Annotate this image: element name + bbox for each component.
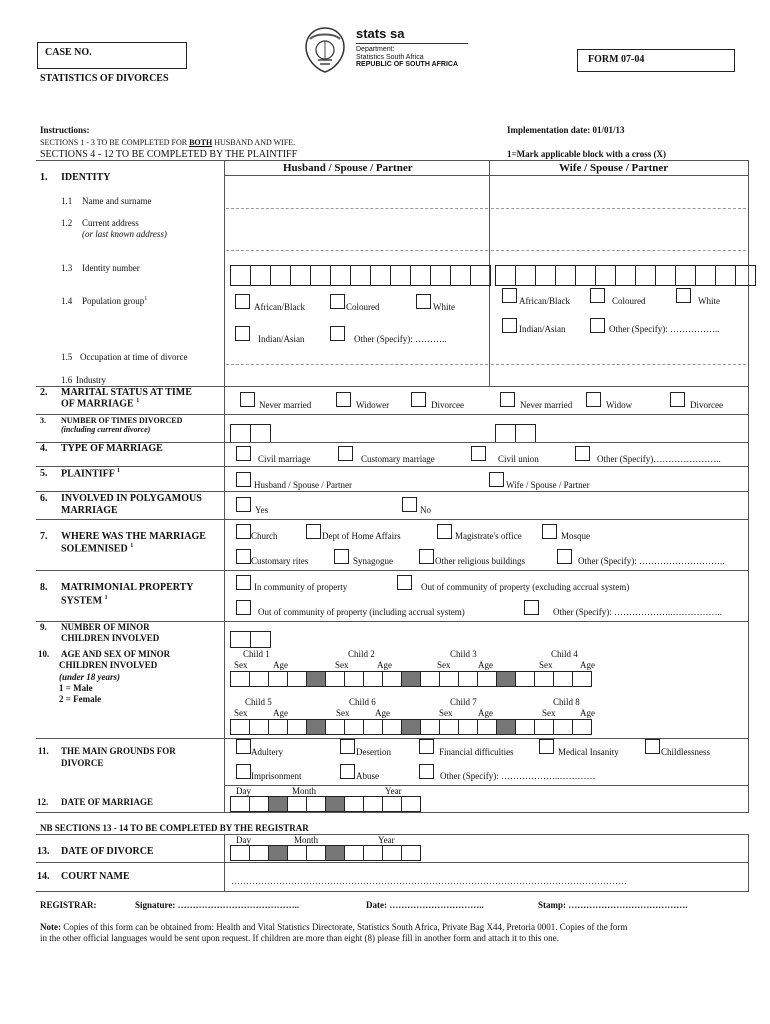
s2-label2 [61, 398, 139, 409]
logo-dept3: REPUBLIC OF SOUTH AFRICA [356, 61, 459, 68]
logo-dept2: Statistics South Africa [356, 54, 424, 61]
ground-insanity[interactable] [539, 739, 554, 754]
s8-num: 8. [40, 582, 48, 593]
s10-num: 10. [38, 649, 50, 659]
logo-dept1: Department: [356, 46, 395, 53]
poly-no-label: No [420, 505, 431, 515]
type-other[interactable] [575, 446, 590, 461]
ground-childless-label: Childlessness [661, 747, 711, 757]
sol-mosque[interactable] [542, 524, 557, 539]
ground-financial[interactable] [419, 739, 434, 754]
prop-out-excl-label: Out of community of property (excluding accrual system) [421, 582, 630, 592]
address-line-h[interactable] [226, 250, 488, 251]
divorced-times-w[interactable] [495, 424, 536, 443]
pop-african-h-label: African/Black [254, 302, 305, 312]
plaintiff-husband[interactable] [236, 472, 251, 487]
poly-no[interactable] [402, 497, 417, 512]
mark-rule: 1=Mark applicable block with a cross (X) [507, 149, 666, 159]
s13-month: Month [294, 835, 319, 845]
s10-male: 1 = Male [59, 683, 93, 693]
address-line-w[interactable] [491, 250, 746, 251]
pop-indian-h[interactable] [235, 326, 250, 341]
s12-label: DATE OF MARRIAGE [61, 797, 153, 807]
s1-5-num: 1.5 [61, 352, 73, 362]
s11-label1: THE MAIN GROUNDS FOR [61, 746, 176, 756]
pop-white-h[interactable] [416, 294, 431, 309]
pop-other-w-label: Other (Specify): …………….. [609, 324, 720, 334]
s6-label2: MARRIAGE [61, 505, 118, 516]
prop-out-excl[interactable] [397, 575, 412, 590]
s2-num: 2. [40, 387, 48, 398]
sol-mosque-label: Mosque [561, 531, 590, 541]
s10-female: 2 = Female [59, 694, 102, 704]
s1-1-label: Name and surname [82, 196, 152, 206]
s1-3-label: Identity number [82, 263, 140, 273]
s5-label [61, 468, 120, 479]
marital-never-w-label: Never married [520, 400, 573, 410]
type-customary-label: Customary marriage [361, 454, 435, 464]
s3-label1: NUMBER OF TIMES DIVORCED [61, 416, 183, 425]
type-civil[interactable] [236, 446, 251, 461]
rule-s3 [36, 414, 749, 415]
marital-widower-h[interactable] [336, 392, 351, 407]
registrar-signature[interactable]: Signature: ………………………………….. [135, 900, 300, 910]
s7-num: 7. [40, 531, 48, 542]
c7-age: Age [478, 708, 493, 718]
s1-2-sub: (or last known address) [82, 229, 167, 239]
marital-never-w[interactable] [500, 392, 515, 407]
logo-divider [356, 43, 468, 44]
ground-abuse[interactable] [340, 764, 355, 779]
note-text1: Copies of this form can be obtained from: Health and Vital Statistics Directorate, Statistics South Africa, Private Bag X44, Pretoria 0001. Copies of the form [61, 922, 628, 932]
sol-other[interactable] [557, 549, 572, 564]
child7-label: Child 7 [450, 697, 477, 707]
court-name-dots[interactable]: …………………………………………………………………………………………………………………… [231, 876, 627, 886]
s7-label2 [61, 543, 133, 554]
s7-sup: 1 [130, 543, 134, 549]
c6-sex: Sex [336, 708, 350, 718]
prop-out-incl[interactable] [236, 600, 251, 615]
rule-s11 [36, 738, 749, 739]
s1-4-sup: 1 [144, 296, 148, 302]
s10-sub: (under 18 years) [59, 672, 120, 682]
s1-4-num: 1.4 [61, 296, 73, 306]
s1-5-label: Occupation at time of divorce [80, 352, 188, 362]
husband-column-header: Husband / Spouse / Partner [283, 162, 413, 174]
ground-adultery[interactable] [236, 739, 251, 754]
marital-never-h-label: Never married [259, 400, 312, 410]
s5-num: 5. [40, 468, 48, 479]
marital-divorcee-w[interactable] [670, 392, 685, 407]
s5-label-text: PLAINTIFF [61, 468, 115, 480]
ground-desertion-label: Desertion [356, 747, 391, 757]
pop-coloured-w-label: Coloured [612, 296, 646, 306]
s1-2-label: Current address [82, 218, 139, 228]
coat-of-arms-icon [300, 25, 350, 75]
c1-sex: Sex [234, 660, 248, 670]
s13-year: Year [378, 835, 395, 845]
ground-other[interactable] [419, 764, 434, 779]
sol-synagogue-label: Synagogue [353, 556, 393, 566]
s4-label: TYPE OF MARRIAGE [61, 443, 163, 454]
note-line2: in the other official languages would be sent upon request. If children are more than eight (8) please fill in another form and attach it to this one. [40, 933, 559, 943]
c5-age: Age [273, 708, 288, 718]
sol-customary[interactable] [236, 549, 251, 564]
instr-both: BOTH [189, 138, 213, 147]
pop-indian-w-label: Indian/Asian [519, 324, 566, 334]
s12-month: Month [292, 786, 317, 796]
child3-label: Child 3 [450, 649, 477, 659]
pop-african-w[interactable] [502, 288, 517, 303]
ground-insanity-label: Medical Insanity [558, 747, 619, 757]
children-5-8-cells[interactable] [230, 719, 592, 735]
c2-age: Age [377, 660, 392, 670]
divorce-date-cells[interactable] [230, 845, 421, 861]
s11-num: 11. [38, 746, 49, 756]
minor-children-count[interactable] [230, 631, 271, 648]
rule-s6 [36, 491, 749, 492]
type-civil-union-label: Civil union [498, 454, 539, 464]
name-line-w[interactable] [491, 208, 746, 209]
s14-num: 14. [37, 871, 50, 882]
pop-african-w-label: African/Black [519, 296, 570, 306]
pop-other-h[interactable] [330, 326, 345, 341]
s3-label2: (including current divorce) [61, 425, 151, 434]
note-line1 [40, 922, 627, 932]
pop-african-h[interactable] [235, 294, 250, 309]
rule-s14-bottom [36, 891, 749, 892]
child6-label: Child 6 [349, 697, 376, 707]
s12-num: 12. [37, 797, 49, 807]
instr-l1-post: HUSBAND AND WIFE. [212, 138, 296, 147]
ground-imprisonment-label: Imprisonment [251, 771, 302, 781]
child2-label: Child 2 [348, 649, 375, 659]
c3-sex: Sex [437, 660, 451, 670]
child5-label: Child 5 [245, 697, 272, 707]
c8-sex: Sex [542, 708, 556, 718]
s1-6-num: 1.6 [61, 375, 73, 385]
s1-3-num: 1.3 [61, 263, 73, 273]
s8-label2-text: SYSTEM [61, 595, 103, 607]
instructions-label: Instructions: [40, 125, 90, 135]
s8-label1: MATRIMONIAL PROPERTY [61, 582, 194, 593]
s13-label: DATE OF DIVORCE [61, 846, 154, 857]
ground-imprisonment[interactable] [236, 764, 251, 779]
pop-other-h-label: Other (Specify): ……….. [354, 334, 447, 344]
s8-label2 [61, 595, 108, 606]
logo-brand: stats sa [356, 26, 405, 41]
form-no: FORM 07-04 [588, 54, 645, 65]
marital-widow-w-label: Widow [606, 400, 633, 410]
grid-right [748, 160, 749, 812]
registrar-label: REGISTRAR: [40, 900, 97, 910]
instructions-line1 [40, 138, 295, 147]
divorced-times-h[interactable] [230, 424, 271, 443]
c7-sex: Sex [439, 708, 453, 718]
plaintiff-husband-label: Husband / Spouse / Partner [254, 480, 352, 490]
occupation-line-h[interactable] [226, 364, 488, 365]
occupation-line-w[interactable] [491, 364, 746, 365]
c2-sex: Sex [335, 660, 349, 670]
marital-widow-w[interactable] [586, 392, 601, 407]
registrar-stamp[interactable]: Stamp: …………………………………. [538, 900, 688, 910]
pop-coloured-w[interactable] [590, 288, 605, 303]
prop-in-comm[interactable] [236, 575, 251, 590]
child1-label: Child 1 [243, 649, 270, 659]
rule-s7 [36, 519, 749, 520]
pop-white-h-label: White [433, 302, 455, 312]
s8-sup: 1 [104, 595, 108, 601]
s9-num: 9. [40, 622, 47, 632]
s1-4-label [82, 296, 147, 306]
marital-divorcee-w-label: Divorcee [690, 400, 723, 410]
s2-label2-text: OF MARRIAGE [61, 398, 134, 410]
s5-sup: 1 [117, 468, 121, 474]
s2-sup: 1 [136, 398, 140, 404]
pop-white-w[interactable] [676, 288, 691, 303]
s13-day: Day [236, 835, 251, 845]
s6-label1: INVOLVED IN POLYGAMOUS [61, 493, 202, 504]
sol-home-affairs[interactable] [306, 524, 321, 539]
s1-num: 1. [40, 172, 48, 183]
sol-other-religious[interactable] [419, 549, 434, 564]
ground-childless[interactable] [645, 739, 660, 754]
note-label: Note: [40, 922, 61, 932]
case-no-label: CASE NO. [45, 47, 92, 58]
c6-age: Age [375, 708, 390, 718]
rule-s8 [36, 570, 749, 571]
form-title: STATISTICS OF DIVORCES [40, 73, 169, 84]
s9-label2: CHILDREN INVOLVED [61, 633, 160, 643]
pop-white-w-label: White [698, 296, 720, 306]
s13-num: 13. [37, 846, 50, 857]
marital-divorcee-h[interactable] [411, 392, 426, 407]
prop-other-label: Other (Specify): ………………..…………….. [553, 607, 722, 617]
id-number-cells-w[interactable] [495, 265, 756, 286]
ground-other-label: Other (Specify): ………………..………… [440, 771, 596, 781]
s12-year: Year [385, 786, 402, 796]
marital-never-h[interactable] [240, 392, 255, 407]
registrar-date[interactable]: Date: ………………………….. [366, 900, 484, 910]
s10-label2: CHILDREN INVOLVED [59, 660, 158, 670]
type-civil-label: Civil marriage [258, 454, 311, 464]
child4-label: Child 4 [551, 649, 578, 659]
s1-1-num: 1.1 [61, 196, 73, 206]
s13-left [224, 834, 225, 892]
s7-label1: WHERE WAS THE MARRIAGE [61, 531, 206, 542]
children-1-4-cells[interactable] [230, 671, 592, 687]
s1-label: IDENTITY [61, 172, 111, 183]
pop-coloured-h-label: Coloured [346, 302, 380, 312]
pop-coloured-h[interactable] [330, 294, 345, 309]
s13-right [748, 834, 749, 892]
s1-4-text: Population group [82, 296, 145, 306]
s6-num: 6. [40, 493, 48, 504]
nb-registrar: NB SECTIONS 13 - 14 TO BE COMPLETED BY THE REGISTRAR [40, 823, 309, 833]
rule-bottom-main [36, 812, 749, 813]
grid-left [224, 160, 225, 812]
sol-synagogue[interactable] [334, 549, 349, 564]
prop-other[interactable] [524, 600, 539, 615]
s1-6-label: Industry [76, 375, 106, 385]
poly-yes-label: Yes [255, 505, 269, 515]
pop-indian-h-label: Indian/Asian [258, 334, 305, 344]
rule-s14 [36, 862, 749, 863]
sol-church[interactable] [236, 524, 251, 539]
s3-num: 3. [40, 416, 46, 425]
pop-other-w[interactable] [590, 318, 605, 333]
type-customary[interactable] [338, 446, 353, 461]
c4-sex: Sex [539, 660, 553, 670]
s14-label: COURT NAME [61, 871, 130, 882]
c3-age: Age [478, 660, 493, 670]
name-line-h[interactable] [226, 208, 488, 209]
grid-header-rule [224, 175, 748, 176]
prop-out-incl-label: Out of community of property (including accrual system) [258, 607, 465, 617]
s7-label2-text: SOLEMNISED [61, 543, 128, 555]
s1-2-num: 1.2 [61, 218, 73, 228]
sol-magistrate-label: Magistrate's office [455, 531, 522, 541]
instr-l1-pre: SECTIONS 1 - 3 TO BE COMPLETED FOR [40, 138, 190, 147]
poly-yes[interactable] [236, 497, 251, 512]
wife-column-header: Wife / Spouse / Partner [559, 162, 669, 174]
sol-customary-label: Customary rites [251, 556, 309, 566]
ground-adultery-label: Adultery [251, 747, 283, 757]
s10-label1: AGE AND SEX OF MINOR [61, 649, 171, 659]
rule-s5 [36, 466, 749, 467]
sol-home-affairs-label: Dept of Home Affairs [322, 531, 401, 541]
c1-age: Age [273, 660, 288, 670]
type-civil-union[interactable] [471, 446, 486, 461]
c8-age: Age [580, 708, 595, 718]
id-number-cells-h[interactable] [230, 265, 491, 286]
instructions-line2: SECTIONS 4 - 12 TO BE COMPLETED BY THE PLAINTIFF [40, 149, 298, 160]
s11-label2: DIVORCE [61, 758, 104, 768]
marital-divorcee-h-label: Divorcee [431, 400, 464, 410]
s2-label1: MARITAL STATUS AT TIME [61, 387, 192, 398]
prop-in-comm-label: In community of property [254, 582, 348, 592]
marriage-date-cells[interactable] [230, 796, 421, 812]
ground-abuse-label: Abuse [356, 771, 379, 781]
s9-label1: NUMBER OF MINOR [61, 622, 150, 632]
plaintiff-wife[interactable] [489, 472, 504, 487]
child8-label: Child 8 [553, 697, 580, 707]
ground-desertion[interactable] [340, 739, 355, 754]
c5-sex: Sex [234, 708, 248, 718]
pop-indian-w[interactable] [502, 318, 517, 333]
sol-church-label: Church [251, 531, 278, 541]
sol-other-religious-label: Other religious buildings [435, 556, 525, 566]
c4-age: Age [580, 660, 595, 670]
s12-day: Day [236, 786, 251, 796]
sol-magistrate[interactable] [437, 524, 452, 539]
type-other-label: Other (Specify)………………….. [597, 454, 721, 464]
implementation-date: Implementation date: 01/01/13 [507, 125, 625, 135]
sol-other-label: Other (Specify): ……………………….. [578, 556, 725, 566]
grid-top [36, 160, 749, 161]
plaintiff-wife-label: Wife / Spouse / Partner [506, 480, 590, 490]
s4-num: 4. [40, 443, 48, 454]
marital-widower-h-label: Widower [356, 400, 390, 410]
ground-financial-label: Financial difficulties [439, 747, 514, 757]
